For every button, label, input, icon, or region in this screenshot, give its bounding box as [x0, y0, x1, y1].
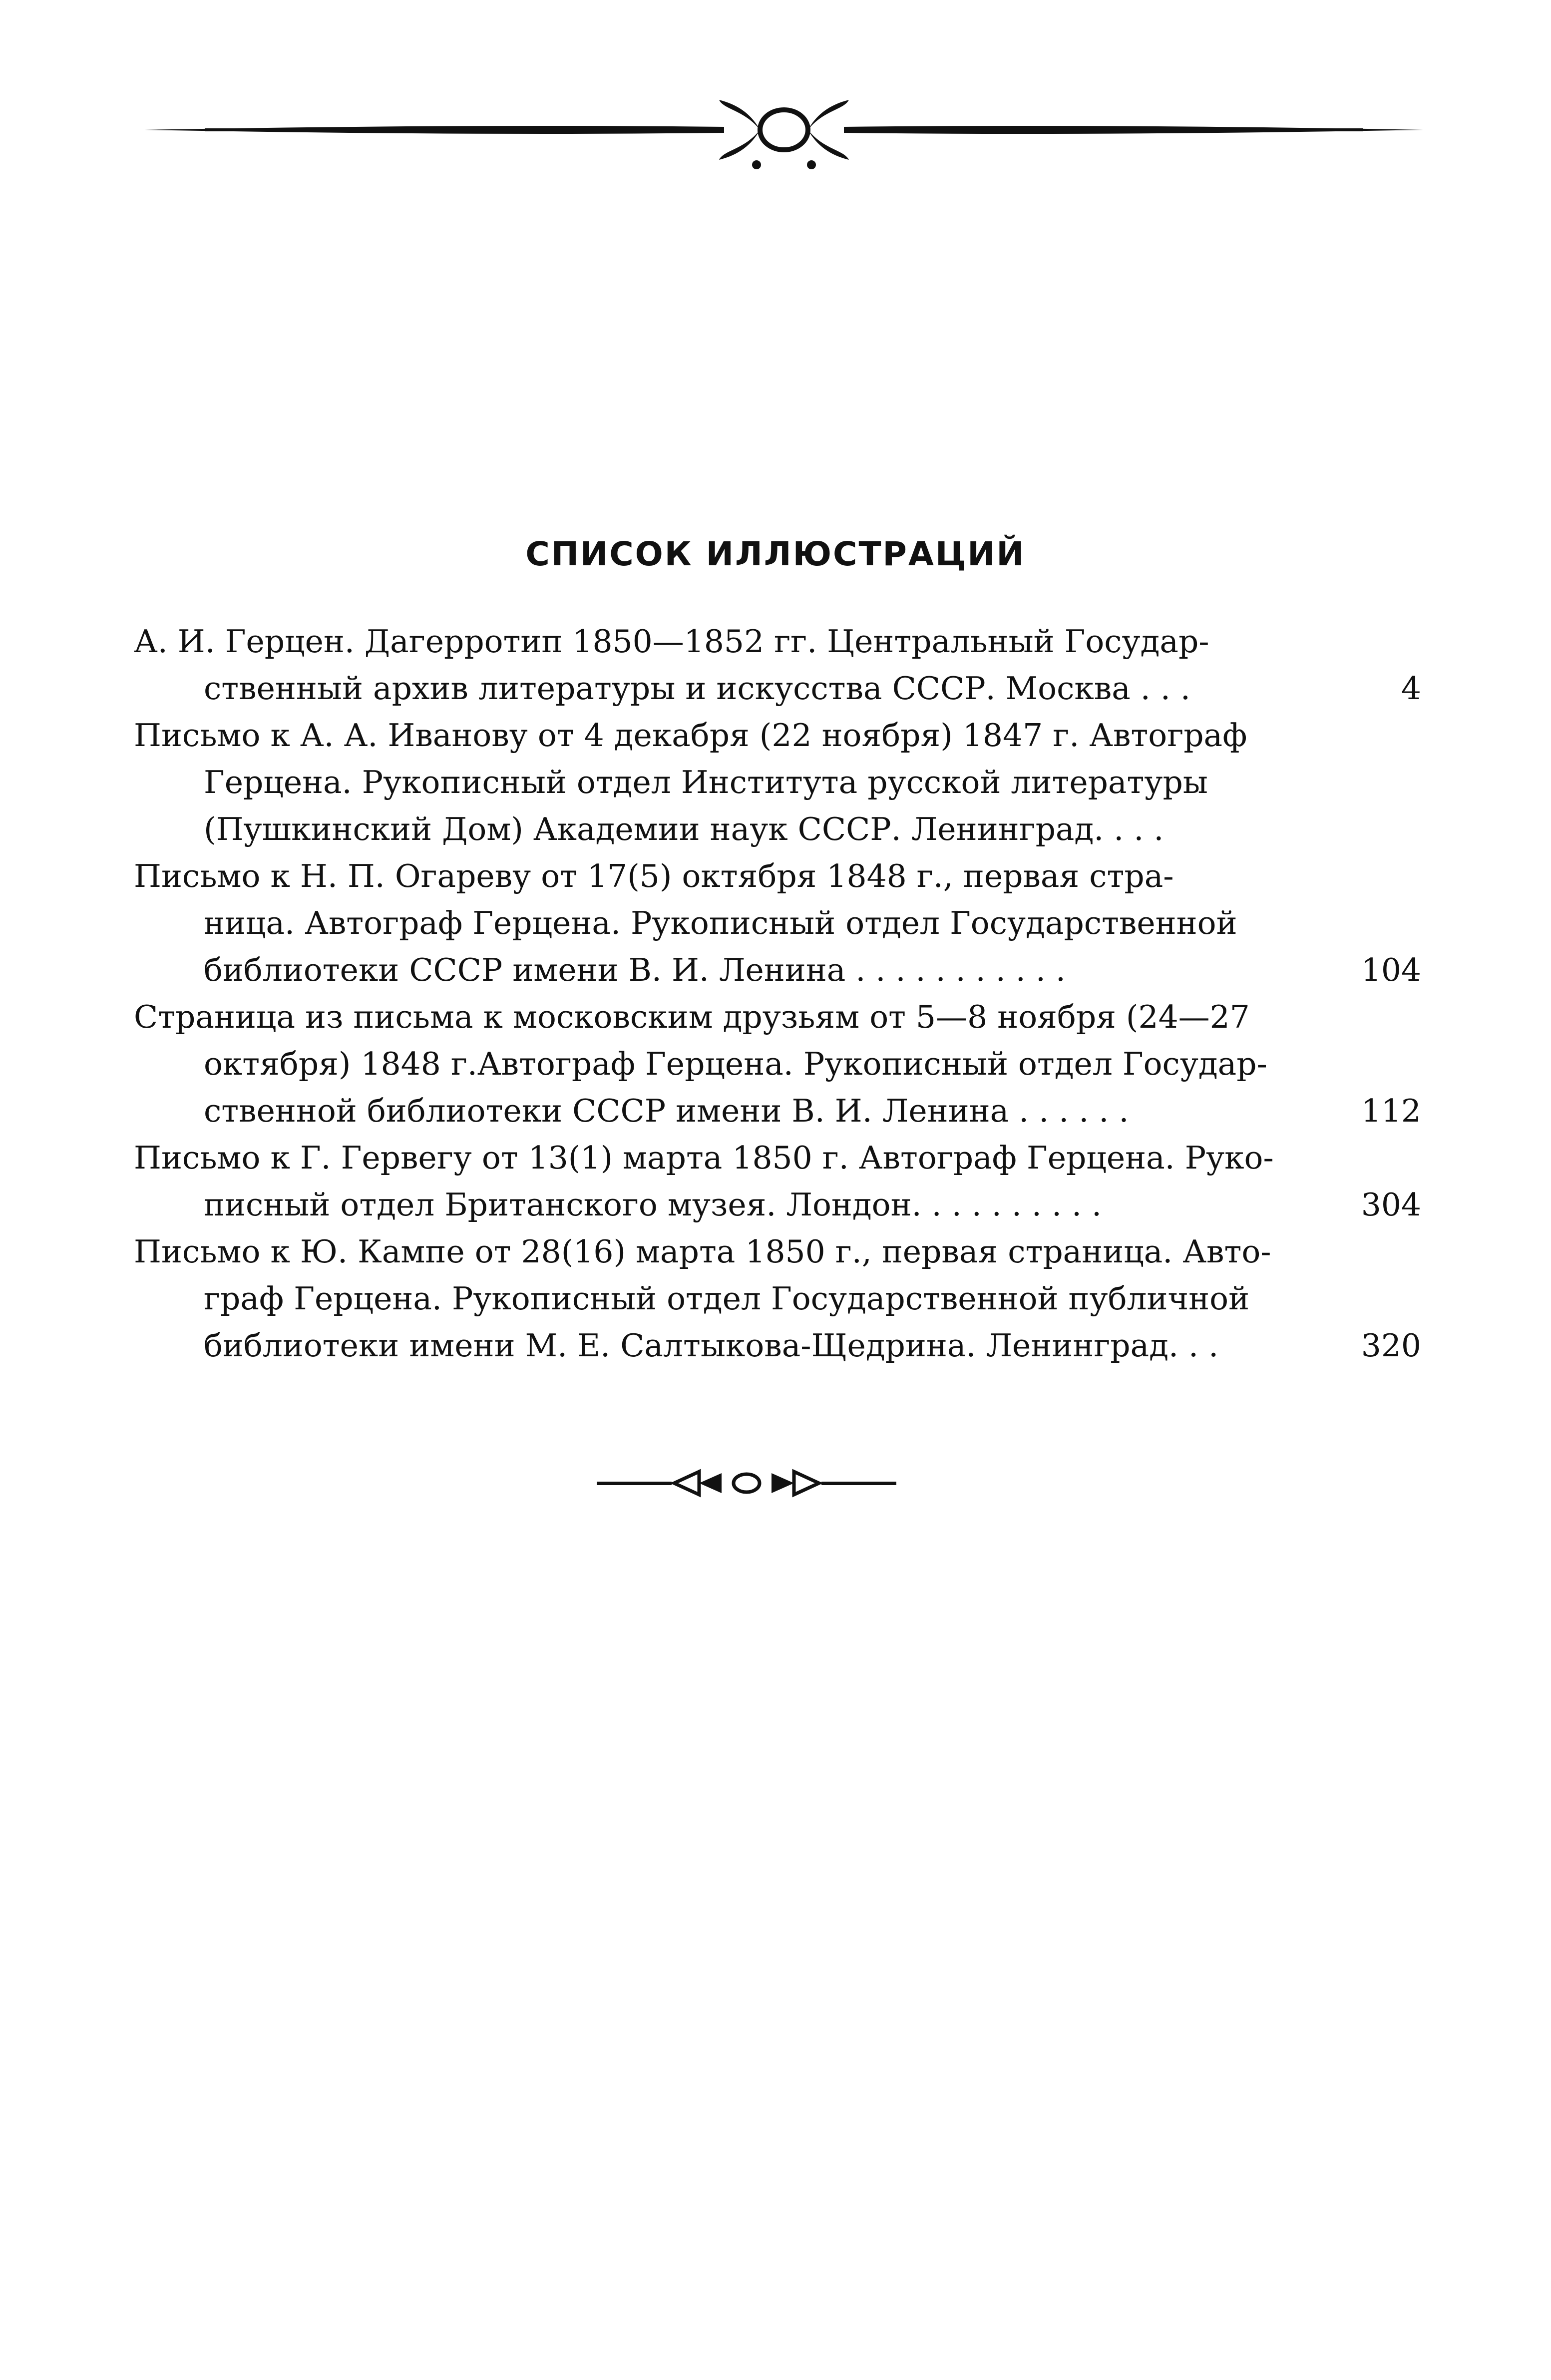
page-number: 112: [1361, 1093, 1421, 1129]
page-title: СПИСОК ИЛЛЮСТРАЦИЙ: [525, 535, 1026, 573]
entry-line: граф Герцена. Рукописный отдел Государственной публичной: [204, 1280, 1250, 1317]
entry-line: Письмо к Г. Гервегу от 13(1) марта 1850 г. Автограф Герцена. Руко-: [134, 1140, 1274, 1176]
entry-line-text: писный отдел Британского музея. Лондон. . . . . . . . . .: [204, 1187, 1102, 1223]
entry-line: А. И. Герцен. Дагерротип 1850—1852 гг. Центральный Государ-: [134, 623, 1209, 660]
entry-line: [134, 1182, 1421, 1228]
page-number: 304: [1361, 1187, 1421, 1223]
entry-line: [134, 665, 1421, 712]
decorative-bottom-ornament: [597, 1461, 896, 1506]
entry-line-text: ственный архив литературы и искусства СССР. Москва . . .: [204, 670, 1190, 707]
entry-line: Страница из письма к московским друзьям от 5—8 ноября (24—27: [134, 999, 1250, 1035]
entry-line: Письмо к А. А. Иванову от 4 декабря (22 ноября) 1847 г. Автограф: [134, 717, 1247, 754]
entry-line: [134, 806, 1421, 853]
entry-line: [134, 947, 1421, 994]
list-item: [134, 712, 1421, 853]
page-number: 320: [1361, 1327, 1421, 1364]
entry-line: Герцена. Рукописный отдел Института русской литературы: [204, 764, 1208, 800]
entry-line: октября) 1848 г.Автограф Герцена. Рукописный отдел Государ-: [204, 1046, 1267, 1082]
entry-line: ница. Автограф Герцена. Рукописный отдел Государственной: [204, 905, 1237, 941]
page-number: 104: [1361, 952, 1421, 988]
entry-line-text: библиотеки СССР имени В. И. Ленина . . . . . . . . . . .: [204, 952, 1066, 988]
entry-line: Письмо к Н. П. Огареву от 17(5) октября 1848 г., первая стра-: [134, 858, 1174, 894]
list-item: [134, 1228, 1421, 1369]
entry-line: [134, 1088, 1421, 1135]
entry-line-text: библиотеки имени М. Е. Салтыкова-Щедрина. Ленинград. . .: [204, 1327, 1219, 1364]
entry-line-text: (Пушкинский Дом) Академии наук СССР. Ленинград. . . .: [204, 811, 1164, 847]
entry-line: [134, 1322, 1421, 1369]
decorative-top-ornament: [145, 90, 1423, 170]
page-number: 4: [1401, 670, 1421, 707]
list-item: [134, 618, 1421, 712]
list-item: [134, 994, 1421, 1135]
entry-line-text: ственной библиотеки СССР имени В. И. Ленина . . . . . .: [204, 1093, 1129, 1129]
list-item: [134, 853, 1421, 994]
entry-line: Письмо к Ю. Кампе от 28(16) марта 1850 г., первая страница. Авто-: [134, 1233, 1271, 1270]
illustrations-list: [134, 618, 1421, 1369]
list-item: [134, 1135, 1421, 1228]
